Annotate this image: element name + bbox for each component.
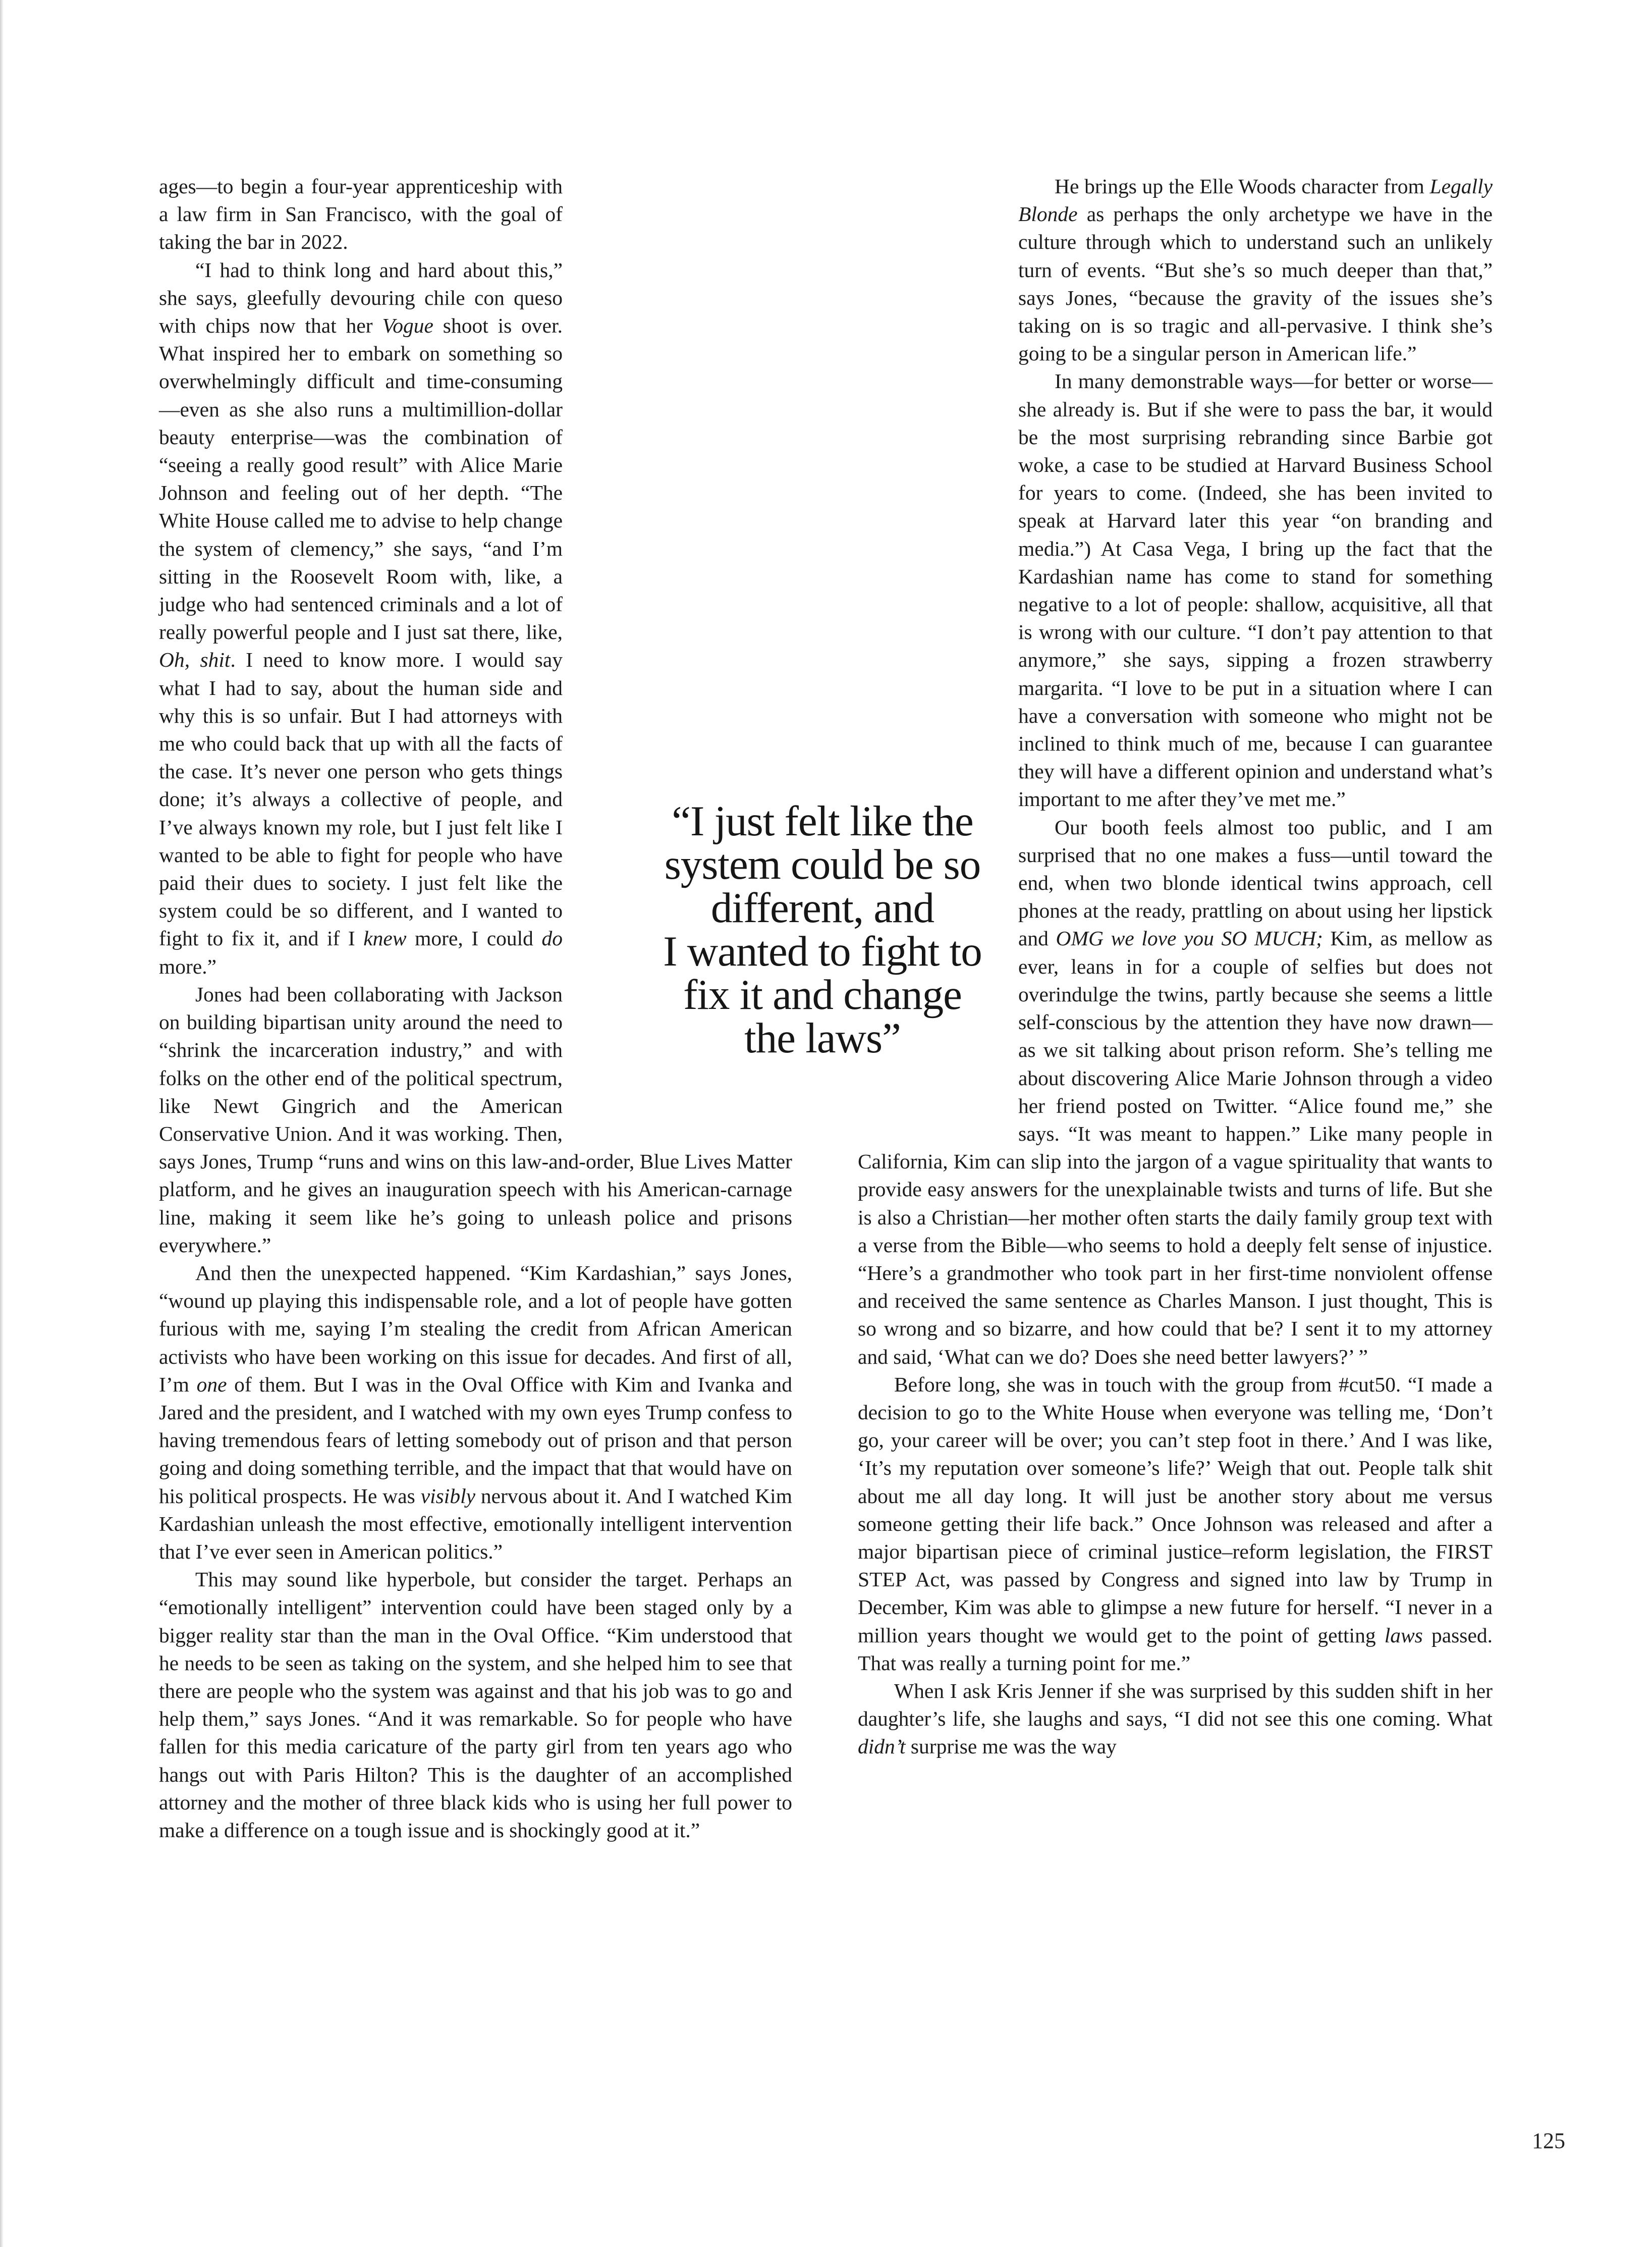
body-paragraph: Jones had been collaborating with Jackson on building bipartisan unity around the need to “shrink the incarceration industry,” and with folks on the other end of the political spectrum, like Newt Gingrich and the American Conservative Union. And it was working. Then, says Jones, Trump “runs and wins on this law-and-order, Blue Lives Matter platform, and he gives an inauguration speech with his American-carnage line, making it seem like he’s going to unleash police and prisons everywhere.” — [159, 982, 792, 1257]
italic-emphasis: knew — [363, 927, 407, 950]
pull-quote-line: system could be so — [664, 841, 981, 888]
pull-quote-line: the laws” — [744, 1014, 901, 1062]
page-number: 125 — [1532, 2128, 1565, 2153]
body-paragraph: ages—to begin a four-year apprenticeship with a law firm in San Francisco, with the goal of taking the bar in 2022. — [159, 175, 563, 254]
body-paragraph: This may sound like hyperbole, but consider the target. Perhaps an “emotionally intelligent” intervention could have been staged only by a bigger reality star than the man in the Oval Office. “Kim understood that he needs to be seen as taking on the system, and she helped him to see that there are people who the system was against and that his job was to go and help them,” says Jones. “And it was remarkable. So for people who have fallen for this media caricature of the party girl from ten years ago who hangs out with Paris Hilton? This is the daughter of an accomplished attorney and the mother of three black kids who is using her full power to make a difference on a tough issue and is shockingly good at it.” — [159, 1568, 792, 1842]
italic-emphasis: one — [196, 1372, 227, 1396]
italic-emphasis: Legally Blonde — [1018, 175, 1493, 226]
body-paragraph: Before long, she was in touch with the group from #cut50. “I made a decision to go to the White House when everyone was telling me, ‘Don’t go, your career will be over; you can’t step foot in there.’ And I was like, ‘It’s my reputation over someone’s life?’ Weigh that out. People talk shit about me all day long. It will just be another story about me versus someone getting their life back.” Once Johnson was released and after a major bipartisan piece of criminal justice–reform legislation, the FIRST STEP Act, was passed by Congress and signed into law by Trump in December, Kim was able to glimpse a new future for herself. “I never in a million years thought we would get to the point of getting laws passed. That was really a turning point for me.” — [858, 1372, 1493, 1675]
page-edge-shadow — [0, 0, 4, 2247]
pull-quote — [641, 799, 1004, 1060]
body-paragraph: And then the unexpected happened. “Kim Kardashian,” says Jones, “wound up playing this indispensable role, and a lot of people have gotten furious with me, saying I’m stealing the credit from African American activists who have been working on this issue for decades. And first of all, I’m one of them. But I was in the Oval Office with Kim and Ivanka and Jared and the president, and I watched with my own eyes Trump confess to having tremendous fears of letting somebody out of prison and that person going and doing something terrible, and the impact that that would have on his political prospects. He was visibly nervous about it. And I watched Kim Kardashian unleash the most effective, emotionally intelligent intervention that I’ve ever seen in American politics.” — [159, 1261, 793, 1563]
italic-emphasis: do — [541, 927, 563, 950]
body-paragraph: “I had to think long and hard about this,” she says, gleefully devouring chile con queso with chips now that her Vogue shoot is over. What inspired her to embark on something so overwhelmingly difficult and time-consuming—even as she also runs a multimillion-dollar beauty enterprise—was the combination of “seeing a really good result” with Alice Marie Johnson and feeling out of her depth. “The White House called me to advise to help change the system of clemency,” she says, “and I’m sitting in the Roosevelt Room with, like, a judge who had sentenced criminals and a lot of really powerful people and I just sat there, like, Oh, shit. I need to know more. I would say what I had to say, about the human side and why this is so unfair. But I had attorneys with me who could back that up with all the facts of the case. It’s never one person who gets things done; it’s always a collective of people, and I’ve always known my role, but I just felt like I wanted to be able to fight for people who have paid their dues to society. I just felt like the system could be so different, and I wanted to fight to fix it, and if I knew more, I could do more.” — [159, 258, 563, 978]
italic-emphasis: didn’t — [858, 1735, 906, 1758]
italic-emphasis: Oh, shit — [159, 648, 231, 672]
body-paragraph: In many demonstrable ways—for better or worse—she already is. But if she were to pass the bar, it would be the most surprising rebranding since Barbie got woke, a case to be studied at Harvard Business School for years to come. (Indeed, she has been invited to speak at Harvard later this year “on branding and media.”) At Casa Vega, I bring up the fact that the Kardashian name has come to stand for something negative to a lot of people: shallow, acquisitive, all that is wrong with our culture. “I don’t pay attention to that anymore,” she says, sipping a frozen strawberry margarita. “I love to be put in a situation where I can have a conversation with someone who might not be inclined to think much of me, because I can guarantee they will have a different opinion and understand what’s important to me after they’ve met me.” — [1018, 369, 1493, 811]
italic-emphasis: visibly — [420, 1484, 476, 1508]
italic-emphasis: OMG we love you SO MUCH; — [1056, 927, 1323, 950]
pull-quote-line: “I just felt like the — [672, 797, 973, 845]
pull-quote-line: fix it and change — [683, 971, 962, 1019]
body-paragraph: When I ask Kris Jenner if she was surprised by this sudden shift in her daughter’s life, she laughs and says, “I did not see this one coming. What didn’t surprise me was the way — [858, 1679, 1493, 1758]
body-paragraph: He brings up the Elle Woods character from Legally Blonde as perhaps the only archetype we have in the culture through which to understand such an unlikely turn of events. “But she’s so much deeper than that,” says Jones, “because the gravity of the issues she’s taking on is so tragic and all-pervasive. I think she’s going to be a singular person in American life.” — [1018, 175, 1493, 365]
pull-quote-line: different, and — [710, 884, 934, 932]
pull-quote-line: I wanted to fight to — [663, 928, 982, 975]
body-paragraph: Our booth feels almost too public, and I am surprised that no one makes a fuss—until toward the end, when two blonde identical twins approach, cell phones at the ready, prattling on about using her lipstick and OMG we love you SO MUCH; Kim, as mellow as ever, leans in for a couple of selfies but does not overindulge the twins, partly because she seems a little self-conscious by the attention they have now drawn—as we sit talking about prison reform. She’s telling me about discovering Alice Marie Johnson through a video her friend posted on Twitter. “Alice found me,” she says. “It was meant to happen.” Like many people in California, Kim can slip into the jargon of a vague spirituality that wants to provide easy answers for the unexplainable twists and turns of life. But she is also a Christian—her mother often starts the daily family group text with a verse from the Bible—who seems to hold a deeply felt sense of injustice. “Here’s a grandmother who took part in her first-time nonviolent offense and received the same sentence as Charles Manson. I just thought, This is so wrong and so bizarre, and how could that be? I sent it to my attorney and said, ‘What can we do? Does she need better lawyers?’ ” — [858, 815, 1493, 1368]
italic-emphasis: laws — [1384, 1623, 1423, 1647]
italic-emphasis: Vogue — [382, 314, 433, 338]
